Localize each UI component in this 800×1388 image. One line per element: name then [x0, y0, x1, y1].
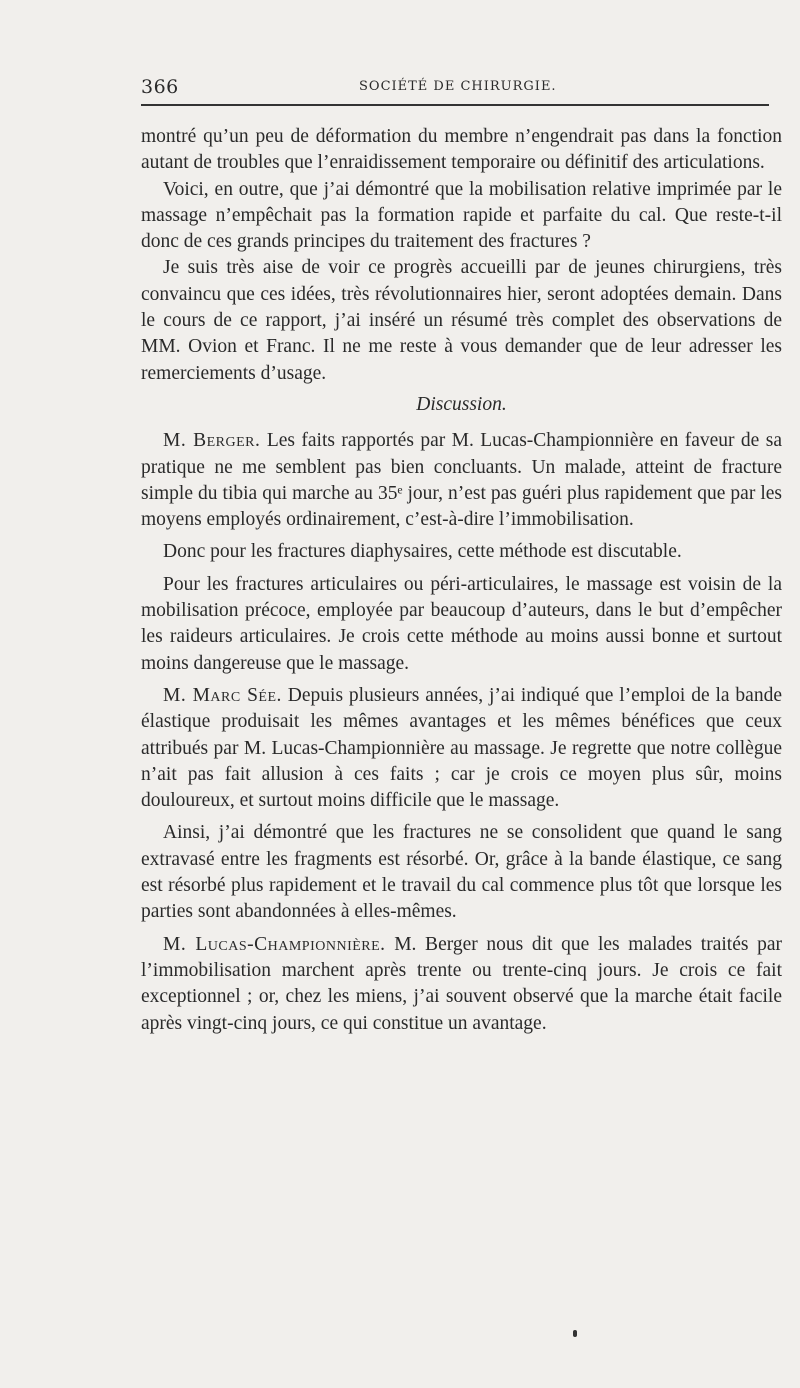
- discussion-paragraph: [141, 428, 782, 533]
- page-header: [141, 76, 767, 100]
- page-number: 366: [141, 76, 179, 98]
- speaker-name: M. Berger.: [163, 430, 261, 452]
- speaker-name: M. Lucas-Championnière.: [163, 933, 386, 955]
- paragraph-text: Ainsi, j’ai démontré que les fractures ne se consolident que quand le sang extravasé entre les fragments est résorbé. Or, grâce à la bande élastique, ce sang est résorbé plus rapidement et le travail du cal commence plus tôt que lorsque les parties sont abandonnées à elles-mêmes.: [141, 822, 782, 923]
- paragraph-text: Donc pour les fractures diaphysaires, cette méthode est discutable.: [163, 541, 682, 563]
- paragraph: Je suis très aise de voir ce progrès accueilli par de jeunes chirurgiens, très convaincu que ces idées, très révolutionnaires hier, seront adoptées demain. Dans le cours de ce rapport, j’ai inséré un résumé très complet des observations de MM. Ovion et Franc. Il ne me reste à vous demander que de leur adresser les remerciements d’usage.: [141, 257, 782, 384]
- paragraph: montré qu’un peu de déformation du membre n’engendrait pas dans la fonction autant de troubles que l’enraidissement temporaire ou définitif des articulations.: [141, 126, 782, 174]
- paragraph: Voici, en outre, que j’ai démontré que la mobilisation relative imprimée par le massage n’empêchait pas la formation rapide et parfaite du cal. Que reste-t-il donc de ces grands principes du traitement des fractures ?: [141, 178, 782, 253]
- discussion-paragraph: [141, 932, 782, 1037]
- discussion-paragraph: [141, 820, 782, 925]
- running-head: SOCIÉTÉ DE CHIRURGIE.: [359, 79, 557, 94]
- ink-speck: [573, 1330, 577, 1337]
- paragraph-text: Les faits rapportés par M. Lucas-Championnière en faveur de sa pratique ne me semblent pas bien concluants. Un malade, atteint de fracture simple du tibia qui marche au 35ᵉ jour, n’est pas guéri plus rapidement que par les moyens employés ordinairement, c’est-à-dire l’immobilisation.: [141, 430, 782, 531]
- section-heading: Discussion.: [416, 393, 507, 415]
- discussion-paragraph: [141, 572, 782, 677]
- speaker-name: M. Marc Sée.: [163, 684, 282, 706]
- paragraph-text: Depuis plusieurs années, j’ai indiqué que l’emploi de la bande élastique produisait les mêmes avantages et les mêmes bénéfices que ceux attribués par M. Lucas-Championnière au massage. Je regrette que notre collègue n’ait pas fait allusion à ces faits ; car je crois ce moyen plus sûr, moins douloureux, et surtout moins difficile que le massage.: [141, 684, 782, 812]
- page-body: [141, 124, 782, 1037]
- paragraph-text: Pour les fractures articulaires ou péri-articulaires, le massage est voisin de la mobilisation précoce, employée par beaucoup d’auteurs, dans le but d’empêcher les raideurs articulaires. Je crois cette méthode au moins aussi bonne et surtout moins dangereuse que le massage.: [141, 573, 782, 674]
- discussion-paragraph: [141, 683, 782, 814]
- discussion-paragraph: [141, 539, 782, 565]
- paragraph-text: M. Berger nous dit que les malades traités par l’immobilisation marchent après trente ou trente-cinq jours. Je crois ce fait exceptionnel ; or, chez les miens, j’ai souvent observé que la marche était facile après vingt-cinq jours, ce qui constitue un avantage.: [141, 933, 782, 1034]
- header-rule: [141, 104, 769, 106]
